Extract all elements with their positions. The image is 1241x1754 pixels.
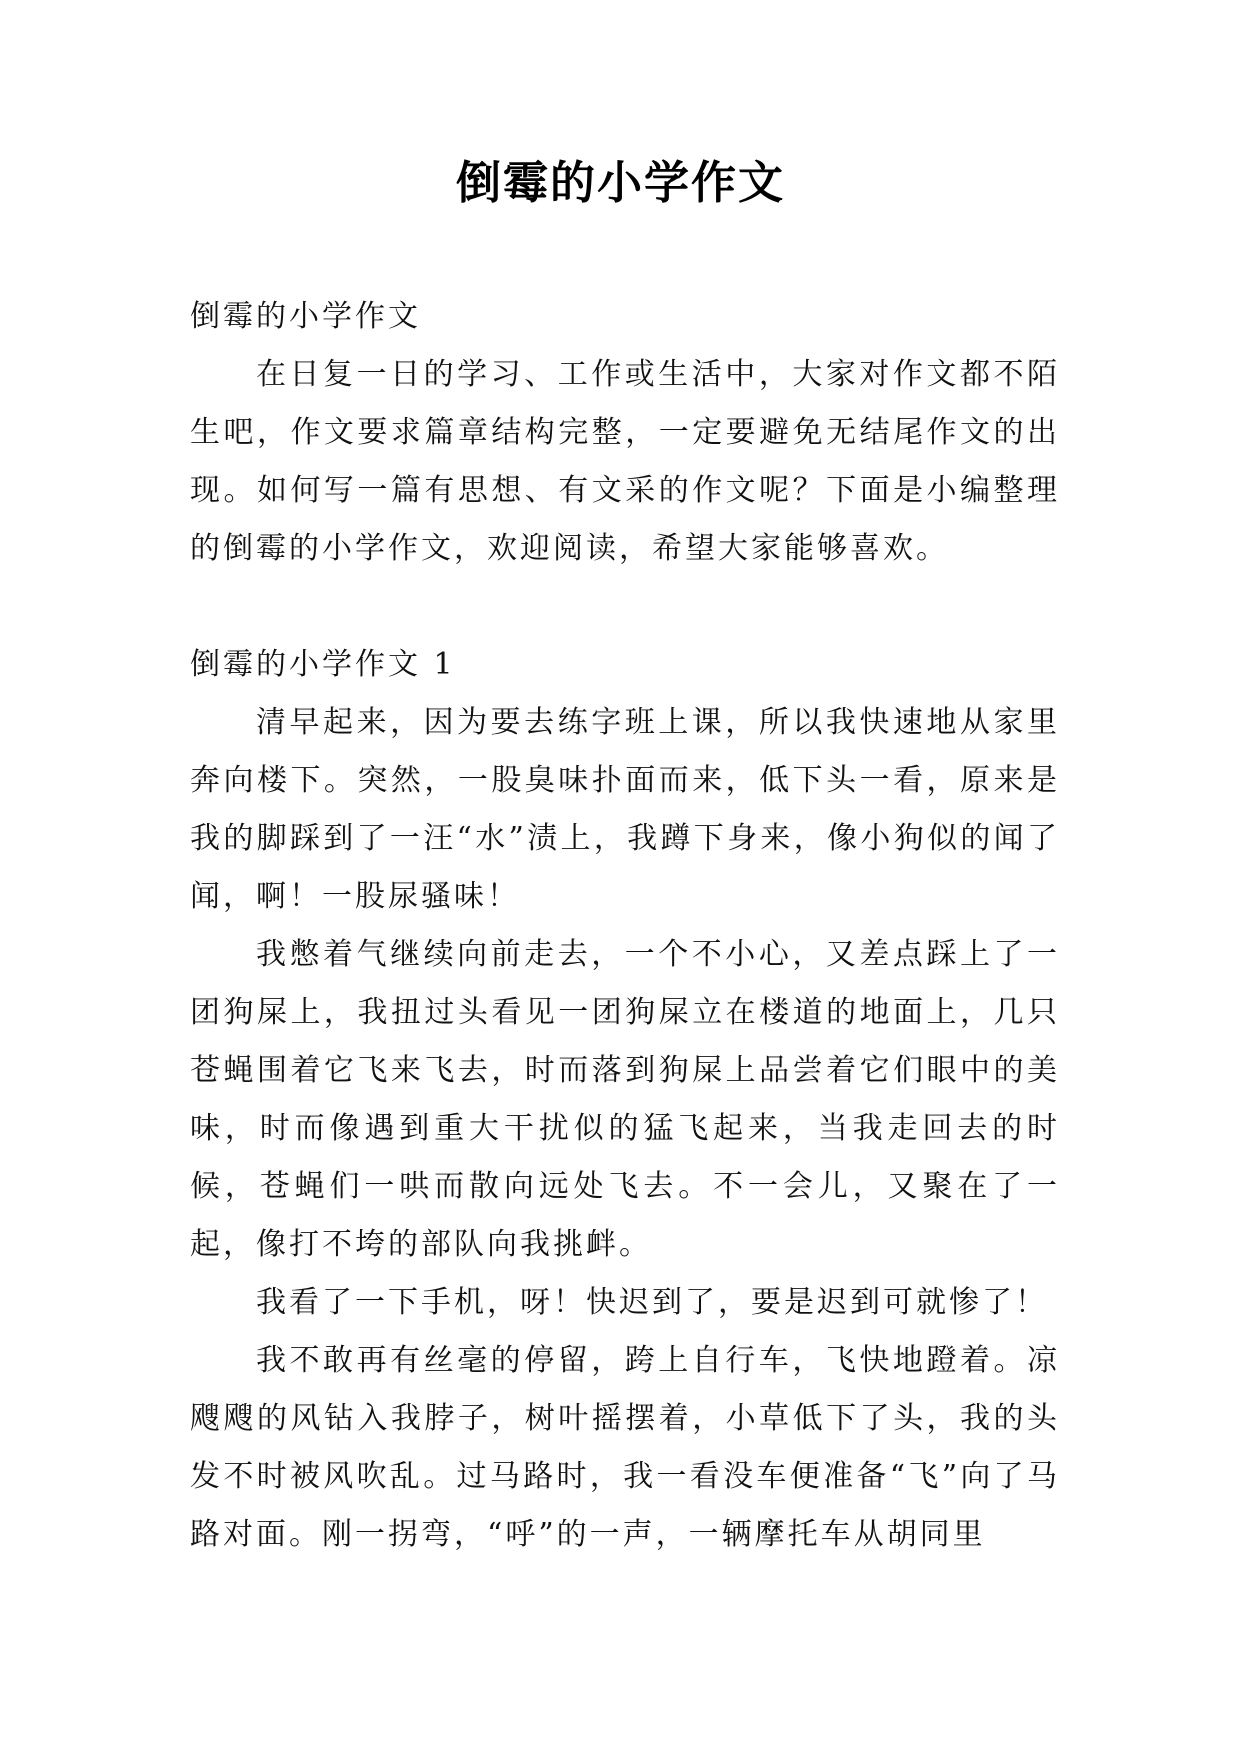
body-paragraph: 我不敢再有丝毫的停留，跨上自行车，飞快地蹬着。凉飕飕的风钻入我脖子，树叶摇摆着，小草低下了头，我的头发不时被风吹乱。过马路时，我一看没车便准备“飞”向了马路对面。刚一拐弯，“呼”的一声，一辆摩托车从胡同里: [190, 1343, 1060, 1552]
body-paragraph: 我憋着气继续向前走去，一个不小心，又差点踩上了一团狗屎上，我扭过头看见一团狗屎立在楼道的地面上，几只苍蝇围着它飞来飞去，时而落到狗屎上品尝着它们眼中的美味，时而像遇到重大干扰似的猛飞起来，当我走回去的时候，苍蝇们一哄而散向远处飞去。不一会儿，又聚在了一起，像打不垮的部队向我挑衅。: [190, 937, 1060, 1262]
section-heading: 倒霉的小学作文 1: [190, 647, 456, 682]
intro-paragraph: 在日复一日的学习、工作或生活中，大家对作文都不陌生吧，作文要求篇章结构完整，一定要避免无结尾作文的出现。如何写一篇有思想、有文采的作文呢？下面是小编整理的倒霉的小学作文，欢迎阅读，希望大家能够喜欢。: [190, 357, 1060, 566]
body-paragraph: 清早起来，因为要去练字班上课，所以我快速地从家里奔向楼下。突然，一股臭味扑面而来，低下头一看，原来是我的脚踩到了一汪“水”渍上，我蹲下身来，像小狗似的闻了闻，啊！一股尿骚味！: [190, 705, 1060, 914]
document-title: 倒霉的小学作文: [455, 156, 785, 209]
body-paragraph: 我看了一下手机，呀！快迟到了，要是迟到可就惨了！: [256, 1285, 1048, 1320]
document-body: [190, 288, 1060, 1564]
intro-heading: 倒霉的小学作文: [190, 299, 421, 334]
